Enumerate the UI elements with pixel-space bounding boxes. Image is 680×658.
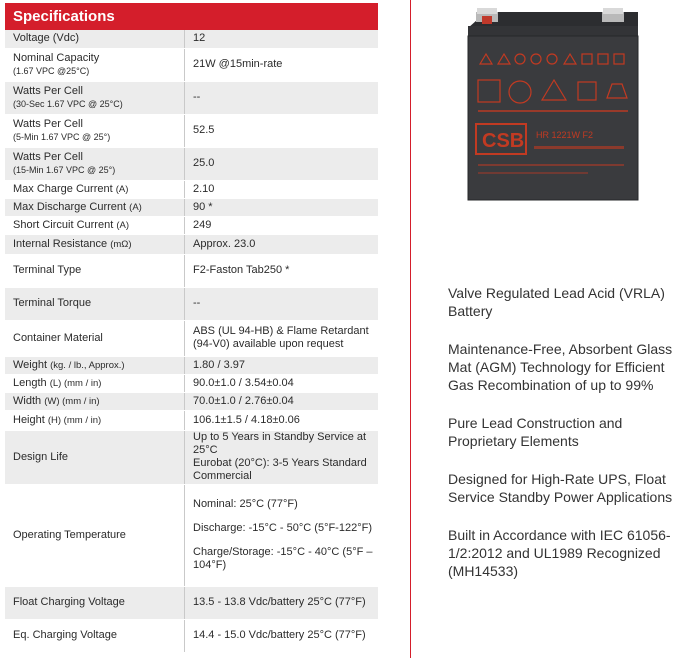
- spec-value: Approx. 23.0: [193, 237, 256, 250]
- spec-row: [5, 410, 378, 430]
- spec-label-cell: [5, 30, 185, 48]
- spec-label-cell: [5, 586, 185, 619]
- spec-label: Operating Temperature: [13, 528, 126, 541]
- spec-value: 52.5: [193, 124, 215, 136]
- spec-unit: (L) (mm / in): [49, 377, 102, 389]
- spec-label: Short Circuit Current: [13, 218, 114, 231]
- spec-value: 249: [193, 218, 212, 231]
- feature-item: Maintenance-Free, Absorbent Glass Mat (AGM) Technology for Efficient Gas Recombination of up to 99%: [448, 341, 673, 393]
- spec-unit: (A): [116, 219, 129, 231]
- spec-label: Eq. Charging Voltage: [13, 629, 117, 641]
- battery-brand-logo: CSB: [482, 130, 525, 152]
- spec-row: [5, 356, 378, 374]
- spec-value: ABS (UL 94-HB) & Flame Retardant (94-V0) available upon request: [193, 325, 369, 350]
- spec-label: Nominal Capacity: [13, 51, 100, 64]
- spec-value-cell: [185, 48, 379, 81]
- spec-row: [5, 147, 378, 180]
- spec-label-cell: [5, 430, 185, 484]
- spec-value-cell: [185, 392, 379, 410]
- spec-label: Container Material: [13, 331, 103, 344]
- spec-row: [5, 114, 378, 147]
- spec-value-cell: [185, 410, 379, 430]
- spec-unit: (A): [129, 201, 142, 213]
- feature-item: Designed for High-Rate UPS, Float Service Standby Power Applications: [448, 471, 673, 505]
- spec-label: Width: [13, 394, 42, 407]
- spec-value-cell: [185, 586, 379, 619]
- spec-value: 70.0±1.0 / 2.76±0.04: [193, 394, 294, 407]
- spec-value-cell: [185, 147, 379, 180]
- spec-value: F2-Faston Tab250 *: [193, 264, 290, 276]
- feature-item: Built in Accordance with IEC 61056-1/2:2012 and UL1989 Recognized (MH14533): [448, 527, 671, 579]
- battery-image: [462, 6, 642, 202]
- spec-label-cell: [5, 48, 185, 81]
- spec-sublabel: (30-Sec 1.67 VPC @ 25°C): [13, 98, 123, 109]
- spec-label-cell: [5, 216, 185, 234]
- spec-value-cell: [185, 198, 379, 216]
- spec-label: Terminal Type: [13, 264, 82, 276]
- spec-value-cell: [185, 619, 379, 652]
- spec-value: Up to 5 Years in Standby Service at 25°C: [193, 431, 367, 456]
- spec-value-cell: [185, 320, 379, 356]
- spec-row: [5, 81, 378, 114]
- specifications-panel: [5, 3, 378, 653]
- spec-sublabel: (15-Min 1.67 VPC @ 25°): [13, 164, 116, 175]
- spec-value: --: [193, 297, 201, 309]
- battery-model-label: HR 1221W F2: [536, 130, 594, 140]
- spec-row: [5, 30, 378, 48]
- spec-label: Max Discharge Current: [13, 200, 127, 213]
- spec-value: 12: [193, 32, 206, 45]
- spec-row: [5, 180, 378, 198]
- spec-value-cell: [185, 374, 379, 392]
- specifications-title: Specifications: [5, 3, 378, 30]
- spec-label: Terminal Torque: [13, 297, 92, 309]
- spec-value: 90.0±1.0 / 3.54±0.04: [193, 376, 294, 389]
- spec-unit: (kg. / lb., Approx.): [50, 359, 125, 371]
- feature-item: Valve Regulated Lead Acid (VRLA) Battery: [448, 285, 665, 319]
- feature-item: Pure Lead Construction and Proprietary Elements: [448, 415, 623, 449]
- spec-value-cell: [185, 356, 379, 374]
- spec-sublabel: (5-Min 1.67 VPC @ 25°): [13, 131, 111, 142]
- spec-value: 14.4 - 15.0 Vdc/battery 25°C (77°F): [193, 629, 366, 641]
- spec-value-cell: [185, 234, 379, 254]
- spec-value: 90 *: [193, 200, 213, 213]
- spec-value-cell: [185, 180, 379, 198]
- spec-label: Internal Resistance: [13, 237, 108, 250]
- spec-label-cell: [5, 234, 185, 254]
- spec-label-cell: [5, 619, 185, 652]
- spec-label: Voltage (Vdc): [13, 32, 80, 45]
- spec-table: [5, 30, 378, 653]
- spec-label-cell: [5, 410, 185, 430]
- spec-label-cell: [5, 147, 185, 180]
- spec-value: 1.80 / 3.97: [193, 358, 245, 371]
- spec-value-cell: [185, 30, 379, 48]
- spec-row: [5, 287, 378, 320]
- spec-value: Nominal: 25°C (77°F): [193, 498, 298, 510]
- spec-row: [5, 48, 378, 81]
- spec-unit: (A): [115, 183, 129, 195]
- vertical-divider: [410, 0, 411, 658]
- spec-row: [5, 619, 378, 652]
- spec-unit: (H) (mm / in): [47, 414, 102, 426]
- spec-row: [5, 430, 378, 484]
- spec-value: 2.10: [193, 182, 215, 195]
- spec-value-cell: [185, 484, 379, 586]
- spec-value: 13.5 - 13.8 Vdc/battery 25°C (77°F): [193, 596, 366, 608]
- spec-label-cell: [5, 254, 185, 287]
- spec-label: Design Life: [13, 450, 69, 463]
- spec-value: 21W @15min-rate: [193, 58, 283, 70]
- spec-value-cell: [185, 287, 379, 320]
- spec-unit: (W) (mm / in): [44, 395, 100, 407]
- spec-label: Float Charging Voltage: [13, 596, 125, 608]
- spec-sublabel: (1.67 VPC @25°C): [13, 65, 90, 76]
- spec-label: Watts Per Cell: [13, 84, 83, 97]
- spec-label-cell: [5, 356, 185, 374]
- spec-value: Eurobat (20°C): 3-5 Years Standard Commercial: [193, 457, 367, 482]
- spec-row: [5, 234, 378, 254]
- spec-label: Max Charge Current: [13, 182, 113, 195]
- spec-label: Height: [13, 413, 45, 426]
- spec-row: [5, 374, 378, 392]
- spec-value: 25.0: [193, 157, 215, 169]
- spec-label-cell: [5, 392, 185, 410]
- spec-label-cell: [5, 81, 185, 114]
- spec-row: [5, 198, 378, 216]
- spec-value-cell: [185, 216, 379, 234]
- spec-label-cell: [5, 114, 185, 147]
- spec-label: Watts Per Cell: [13, 117, 83, 130]
- spec-label: Watts Per Cell: [13, 150, 83, 163]
- spec-unit: (mΩ): [110, 238, 132, 250]
- spec-value: Discharge: -15°C - 50°C (5°F-122°F): [193, 522, 372, 534]
- spec-label-cell: [5, 287, 185, 320]
- spec-label-cell: [5, 198, 185, 216]
- features-list: [448, 284, 676, 600]
- spec-label-cell: [5, 180, 185, 198]
- spec-row: [5, 320, 378, 356]
- spec-label-cell: [5, 374, 185, 392]
- spec-value-cell: [185, 114, 379, 147]
- spec-label: Length: [13, 376, 47, 389]
- spec-label-cell: [5, 320, 185, 356]
- spec-value-cell: [185, 254, 379, 287]
- spec-row: [5, 484, 378, 586]
- spec-row: [5, 216, 378, 234]
- spec-value-cell: [185, 430, 379, 484]
- spec-label: Weight: [13, 358, 48, 371]
- spec-row: [5, 586, 378, 619]
- spec-row: [5, 392, 378, 410]
- spec-value: --: [193, 91, 201, 103]
- spec-row: [5, 254, 378, 287]
- spec-value-cell: [185, 81, 379, 114]
- spec-label-cell: [5, 484, 185, 586]
- spec-value: 106.1±1.5 / 4.18±0.06: [193, 413, 300, 426]
- spec-value: Charge/Storage: -15°C - 40°C (5°F – 104°F): [193, 546, 373, 571]
